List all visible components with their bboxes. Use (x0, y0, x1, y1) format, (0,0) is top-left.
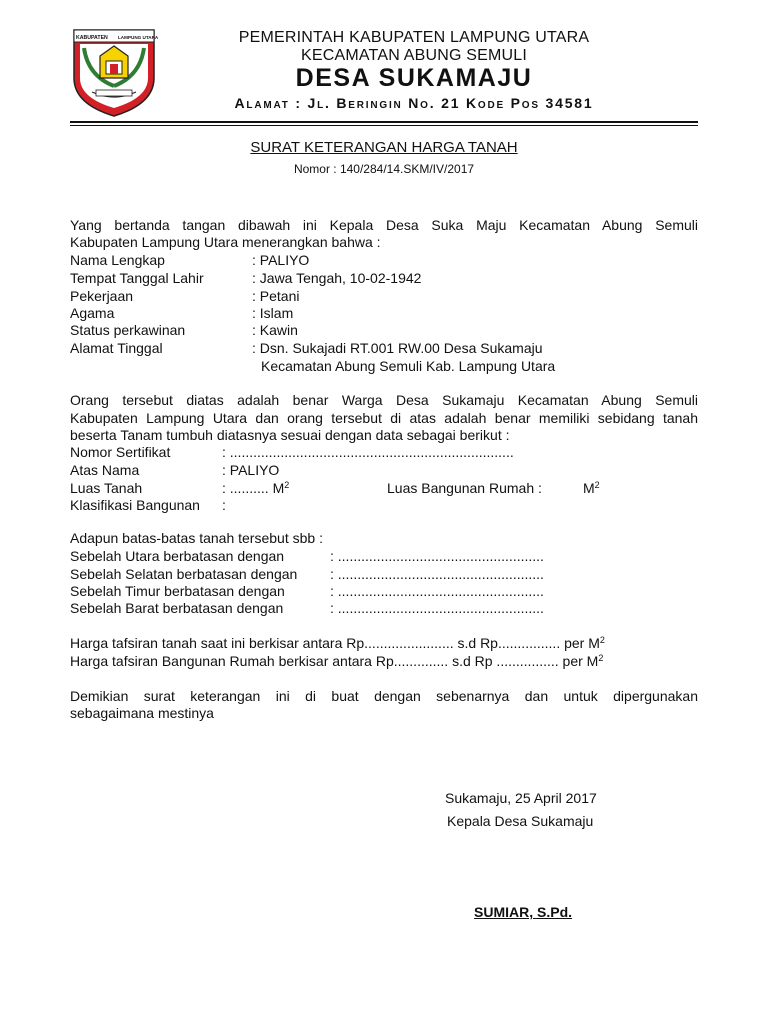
village-address: Alamat : Jl. Beringin No. 21 Kode Pos 34581 (234, 95, 594, 111)
person-value: : Kawin (252, 322, 298, 338)
land-area-value: : .......... $M^2$ (222, 480, 290, 496)
statement-line-2: Kabupaten Lampung Utara dan orang tersebut di atas adalah benar memiliki sebidang tanah (70, 410, 698, 426)
closing-line-2: sebagaimana mestinya (70, 705, 214, 721)
document-number: Nomor : 140/284/14.SKM/IV/2017 (293, 162, 475, 176)
borders-intro: Adapun batas-batas tanah tersebut sbb : (70, 530, 323, 546)
border-value: : ..................................................... (330, 600, 544, 616)
statement-line-3: beserta Tanam tumbuh diatasnya sesuai dengan data sebagai berikut : (70, 427, 510, 443)
certificate-label: Nomor Sertifikat (70, 444, 171, 460)
border-value: : ..................................................... (330, 566, 544, 582)
border-value: : ..................................................... (330, 548, 544, 564)
document-title: SURAT KETERANGAN HARGA TANAH (250, 139, 518, 156)
district-line: KECAMATAN ABUNG SEMULI (300, 47, 528, 64)
intro-line-2: Kabupaten Lampung Utara menerangkan bahwa : (70, 234, 381, 250)
border-label: Sebelah Timur berbatasan dengan (70, 583, 285, 599)
place-date: Sukamaju, 25 April 2017 (445, 790, 597, 806)
person-value: : PALIYO (252, 252, 310, 268)
village-name: DESA SUKAMAJU (295, 64, 533, 92)
signer-position: Kepala Desa Sukamaju (447, 813, 594, 829)
header-divider-thick (70, 121, 698, 123)
building-class-value: : (222, 497, 226, 513)
regency-logo (70, 26, 158, 118)
address-continuation: Kecamatan Abung Semuli Kab. Lampung Utara (261, 358, 556, 374)
person-label: Tempat Tanggal Lahir (70, 270, 204, 286)
person-value: : Dsn. Sukajadi RT.001 RW.00 Desa Sukamaju (252, 340, 543, 356)
header-divider-thin (70, 125, 698, 126)
building-area-label: Luas Bangunan Rumah : (387, 480, 542, 496)
logo-banner-left: KABUPATEN (76, 35, 108, 41)
person-value: : Petani (252, 288, 300, 304)
building-area-value: $M^2$ (583, 480, 600, 496)
owner-value: : PALIYO (222, 462, 280, 478)
person-label: Alamat Tinggal (70, 340, 163, 356)
border-label: Sebelah Utara berbatasan dengan (70, 548, 285, 564)
government-line: PEMERINTAH KABUPATEN LAMPUNG UTARA (238, 29, 590, 46)
house-price-line: Harga tafsiran Bangunan Rumah berkisar antara Rp.............. s.d Rp ................ per $M^2$ (70, 653, 604, 669)
document-title-wrap (70, 139, 698, 156)
person-label: Pekerjaan (70, 288, 134, 304)
building-class-label: Klasifikasi Bangunan (70, 497, 200, 513)
person-label: Agama (70, 305, 115, 321)
border-label: Sebelah Selatan berbatasan dengan (70, 566, 298, 582)
land-price-line: Harga tafsiran tanah saat ini berkisar antara Rp....................... s.d Rp................ per $M^2$ (70, 635, 605, 651)
intro-line-1: Yang bertanda tangan dibawah ini Kepala Desa Suka Maju Kecamatan Abung Semuli (70, 217, 698, 233)
certificate-value: : ......................................................................... (222, 444, 514, 460)
signer-name: SUMIAR, S.Pd. (474, 904, 573, 920)
person-value: : Islam (252, 305, 294, 321)
person-label: Nama Lengkap (70, 252, 165, 268)
person-label: Status perkawinan (70, 322, 186, 338)
statement-line-1: Orang tersebut diatas adalah benar Warga Desa Sukamaju Kecamatan Abung Semuli (70, 392, 698, 408)
land-area-label: Luas Tanah (70, 480, 143, 496)
border-value: : ..................................................... (330, 583, 544, 599)
border-label: Sebelah Barat berbatasan dengan (70, 600, 284, 616)
person-value: : Jawa Tengah, 10-02-1942 (252, 270, 422, 286)
owner-label: Atas Nama (70, 462, 140, 478)
closing-line-1: Demikian surat keterangan ini di buat dengan sebenarnya dan untuk dipergunakan (70, 688, 698, 704)
logo-banner-right: LAMPUNG UTARA (118, 35, 158, 40)
